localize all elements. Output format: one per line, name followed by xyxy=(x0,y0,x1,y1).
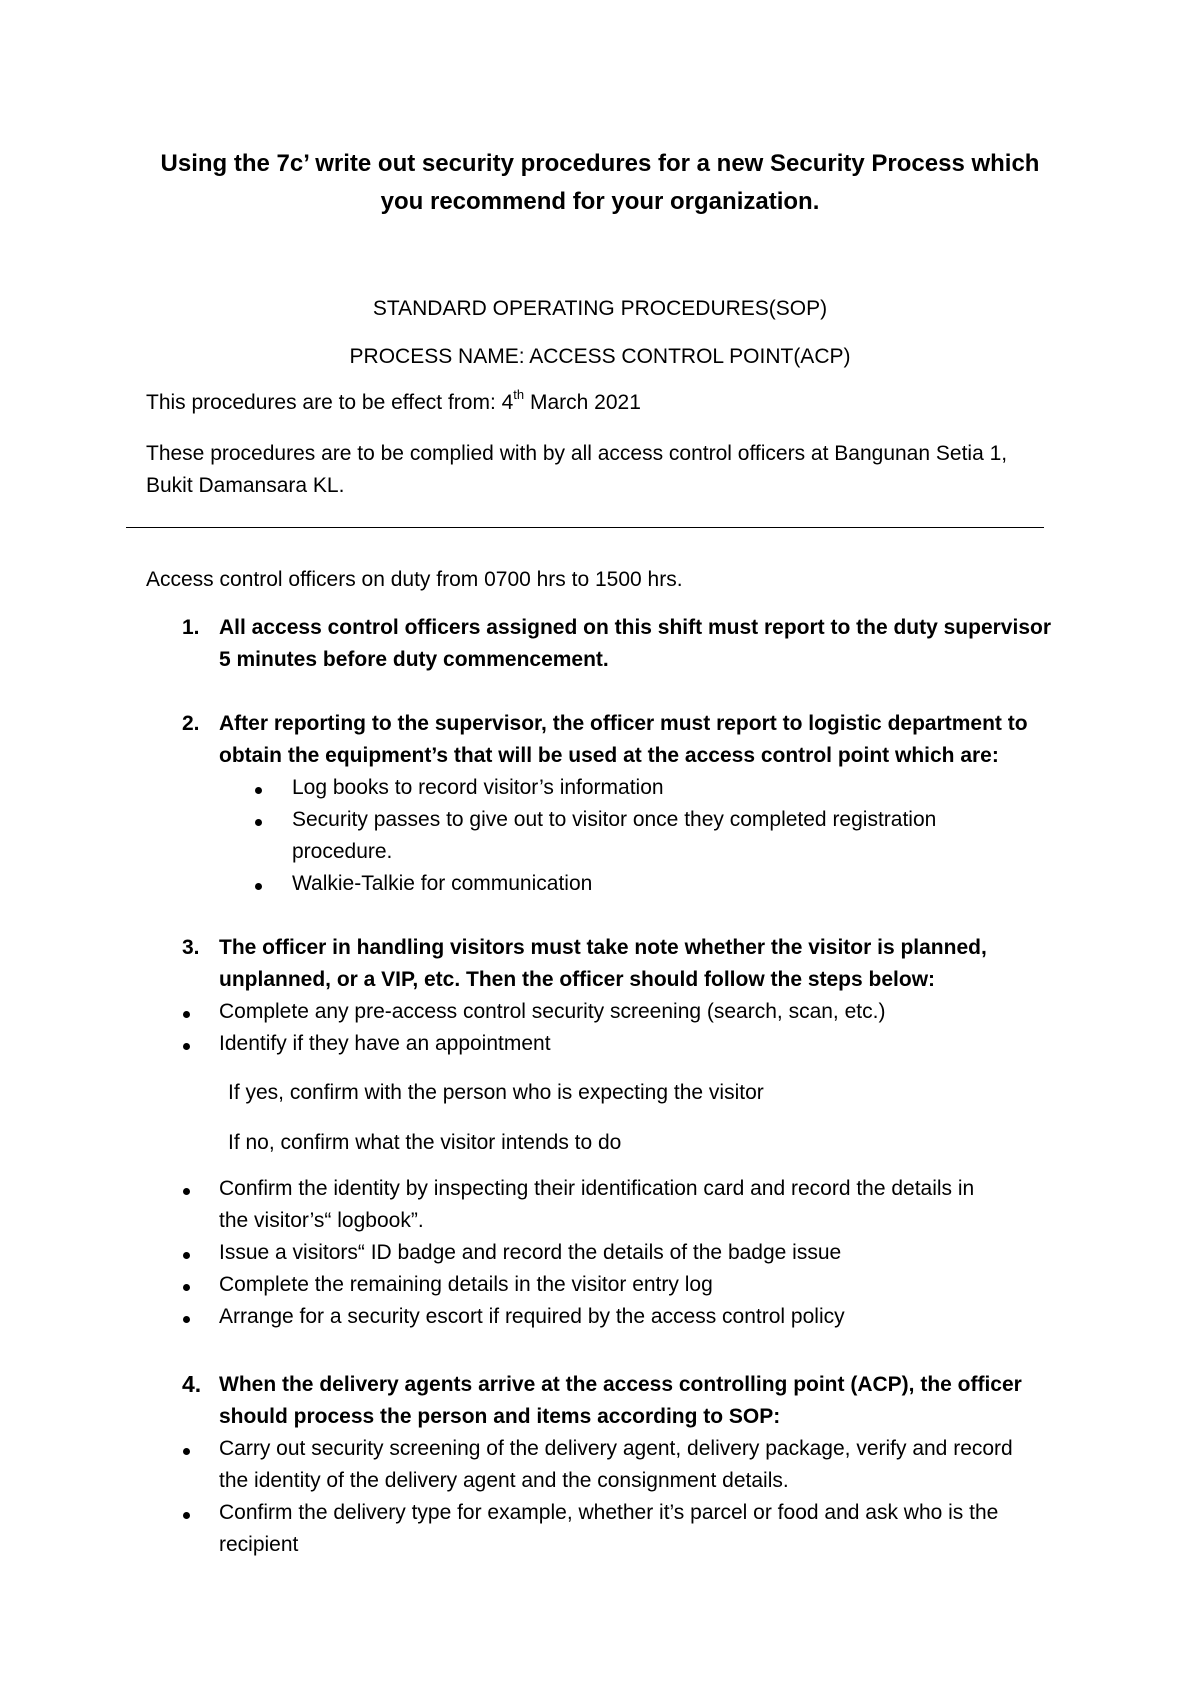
item-3-line-1: The officer in handling visitors must take note whether the visitor is planned, xyxy=(219,936,987,959)
bullet-icon xyxy=(255,819,262,826)
bullet-icon xyxy=(183,1316,190,1323)
item-1-number: 1. xyxy=(182,616,200,639)
bullet-icon xyxy=(183,1284,190,1291)
bullet-icon xyxy=(183,1188,190,1195)
duty-hours: Access control officers on duty from 0700 hrs to 1500 hrs. xyxy=(146,568,683,591)
list-item: Arrange for a security escort if required by the access control policy xyxy=(219,1305,845,1328)
bullet-icon xyxy=(183,1252,190,1259)
list-item: Issue a visitors“ ID badge and record the details of the badge issue xyxy=(219,1241,842,1264)
bullet-icon xyxy=(255,787,262,794)
bullet-icon xyxy=(183,1448,190,1455)
if-no-note: If no, confirm what the visitor intends to do xyxy=(228,1131,622,1154)
list-item-continuation: the visitor’s“ logbook”. xyxy=(219,1209,424,1232)
bullet-icon xyxy=(183,1011,190,1018)
item-2-line-1: After reporting to the supervisor, the officer must report to logistic department to xyxy=(219,712,1028,735)
list-item-continuation: procedure. xyxy=(292,840,393,863)
list-item: Carry out security screening of the delivery agent, delivery package, verify and record xyxy=(219,1437,1013,1460)
list-item-continuation: recipient xyxy=(219,1533,299,1556)
list-item: Complete any pre-access control security screening (search, scan, etc.) xyxy=(219,1000,886,1023)
item-3-line-2: unplanned, or a VIP, etc. Then the officer should follow the steps below: xyxy=(219,968,936,991)
item-1-line-2: 5 minutes before duty commencement. xyxy=(219,648,609,671)
item-2-number: 2. xyxy=(182,712,200,735)
bullet-icon xyxy=(255,883,262,890)
item-4-line-1: When the delivery agents arrive at the access controlling point (ACP), the officer xyxy=(219,1373,1022,1396)
list-item: Complete the remaining details in the visitor entry log xyxy=(219,1273,713,1296)
sop-heading: STANDARD OPERATING PROCEDURES(SOP) xyxy=(372,297,828,320)
list-item: Confirm the delivery type for example, whether it’s parcel or food and ask who is the xyxy=(219,1501,999,1524)
item-2-line-2: obtain the equipment’s that will be used at the access control point which are: xyxy=(219,744,999,767)
bullet-icon xyxy=(183,1043,190,1050)
document-title-line-1: Using the 7c’ write out security procedures for a new Security Process which xyxy=(160,150,1040,177)
list-item: Security passes to give out to visitor once they completed registration xyxy=(292,808,937,831)
effective-date: This procedures are to be effect from: 4th March 2021 xyxy=(146,387,641,414)
list-item-continuation: the identity of the delivery agent and the consignment details. xyxy=(219,1469,789,1492)
item-3-number: 3. xyxy=(182,936,200,959)
list-item: Log books to record visitor’s information xyxy=(292,776,664,799)
process-name: PROCESS NAME: ACCESS CONTROL POINT(ACP) xyxy=(349,345,851,368)
item-4-number: 4. xyxy=(182,1371,202,1397)
document-title-line-2: you recommend for your organization. xyxy=(380,188,820,215)
item-4-line-2: should process the person and items according to SOP: xyxy=(219,1405,781,1428)
horizontal-rule xyxy=(126,527,1044,528)
list-item: Walkie-Talkie for communication xyxy=(292,872,593,895)
list-item: Confirm the identity by inspecting their identification card and record the details in xyxy=(219,1177,975,1200)
item-1-line-1: All access control officers assigned on this shift must report to the duty supervisor xyxy=(219,616,1052,639)
compliance-line-1: These procedures are to be complied with by all access control officers at Bangunan Setia 1, xyxy=(146,442,1008,465)
compliance-line-2: Bukit Damansara KL. xyxy=(146,474,345,497)
bullet-icon xyxy=(183,1512,190,1519)
list-item: Identify if they have an appointment xyxy=(219,1032,551,1055)
if-yes-note: If yes, confirm with the person who is expecting the visitor xyxy=(228,1081,764,1104)
